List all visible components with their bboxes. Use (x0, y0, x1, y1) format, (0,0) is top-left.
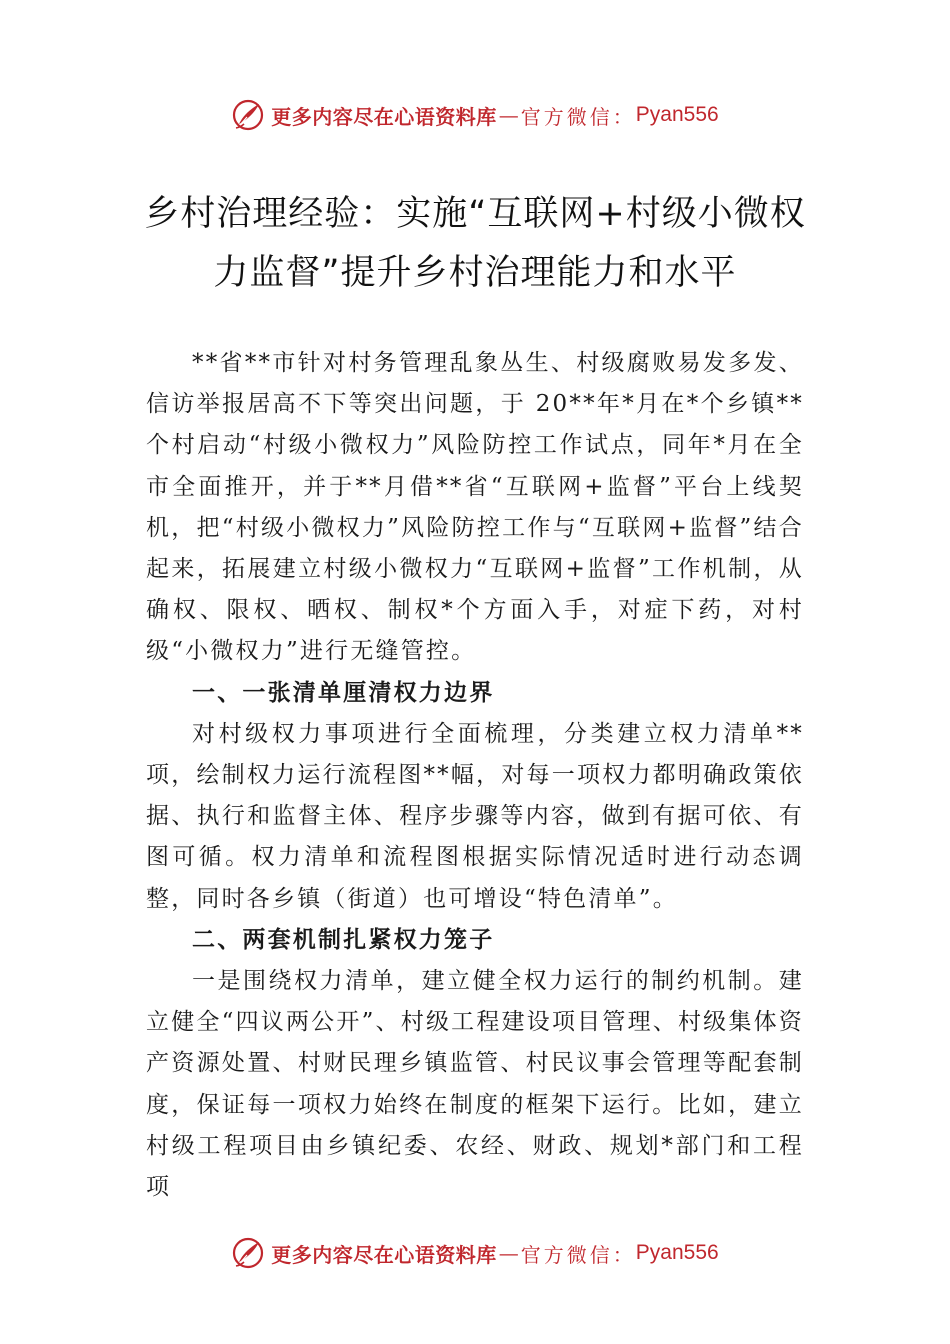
banner-wechat-label: 官方微信： (520, 104, 636, 129)
body-paragraph: 对村级权力事项进行全面梳理，分类建立权力清单**项，绘制权力运行流程图**幅，对每一项权力都明确政策依据、执行和监督主体、程序步骤等内容，做到有据可依、有图可循。权力清单和流程图根据实际情况适时进行动态调整，同时各乡镇（街道）也可增设“特色清单”。 (146, 720, 804, 912)
section-heading: 一、一张清单厘清权力边界 (192, 679, 495, 706)
footer-banner (0, 1233, 950, 1273)
banner-dash: — (498, 103, 519, 127)
document-title (110, 185, 840, 303)
banner-dash: — (498, 1241, 519, 1265)
title-line-1: 乡村治理经验：实施“互联网+村级小微权 (144, 194, 806, 234)
body-paragraph: 一是围绕权力清单，建立健全权力运行的制约机制。建立健全“四议两公开”、村级工程建设项目管理、村级集体资产资源处置、村财民理乡镇监管、村民议事会管理等配套制度，保证每一项权力始终在制度的框架下运行。比如，建立村级工程项目由乡镇纪委、农经、财政、规划*部门和工程项 (146, 968, 804, 1201)
banner-wechat-id: Pyan556 (635, 1241, 719, 1264)
banner-wechat-label: 官方微信： (520, 1242, 636, 1267)
banner-wechat-id: Pyan556 (635, 103, 719, 126)
document-body (146, 343, 804, 1208)
section-heading: 二、两套机制扎紧权力笼子 (192, 926, 495, 953)
quill-pen-logo-icon (231, 1236, 265, 1270)
body-paragraph: **省**市针对村务管理乱象丛生、村级腐败易发多发、信访举报居高不下等突出问题，于 20**年*月在*个乡镇**个村启动“村级小微权力”风险防控工作试点，同年*月在全市全面推开，并于**月借**省“互联网+监督”平台上线契机，把“村级小微权力”风险防控工作与“互联网+监督”结合起来，拓展建立村级小微权力“互联网+监督”工作机制，从确权、限权、晒权、制权*个方面入手，对症下药，对村级“小微权力”进行无缝管控。 (146, 350, 804, 665)
banner-brand-text: 更多内容尽在心语资料库 (271, 1242, 497, 1267)
quill-pen-logo-icon (231, 98, 265, 132)
title-line-2: 力监督”提升乡村治理能力和水平 (213, 253, 737, 293)
header-banner (0, 95, 950, 135)
banner-brand-text: 更多内容尽在心语资料库 (271, 104, 497, 129)
